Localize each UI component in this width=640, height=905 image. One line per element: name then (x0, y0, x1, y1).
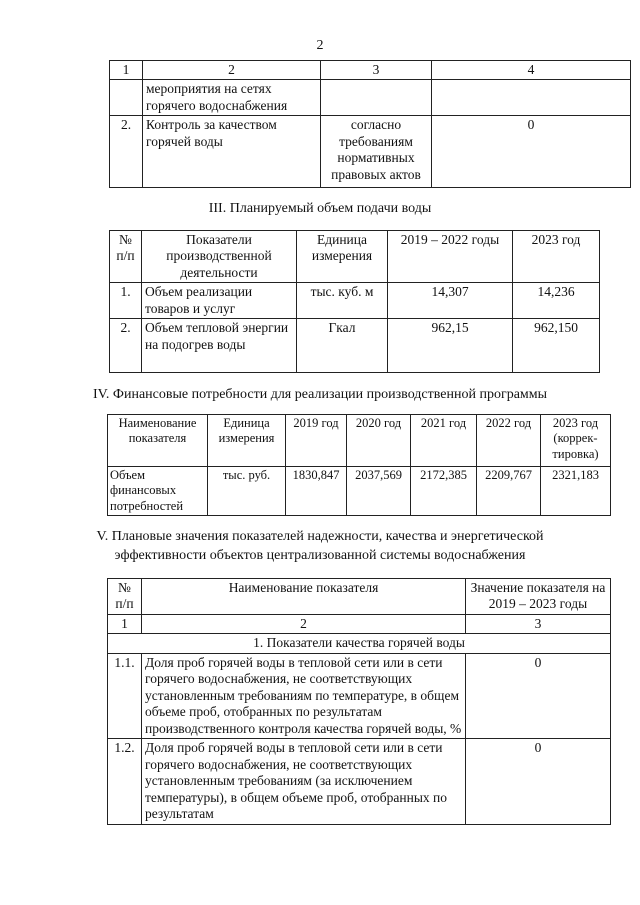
table-row (110, 80, 631, 116)
measure-name: Контроль за качеством горячей воды (143, 116, 321, 188)
value-2019: 1830,847 (286, 467, 347, 516)
column-number: 3 (321, 61, 432, 80)
measure-value: 0 (432, 116, 631, 188)
column-number: 2 (142, 615, 466, 634)
table-row (110, 283, 600, 319)
row-number: 1. (110, 283, 142, 319)
value-2023: 962,150 (513, 319, 600, 373)
section-5-title (0, 528, 640, 566)
unit: тыс. куб. м (297, 283, 388, 319)
header-number: № п/п (110, 231, 142, 283)
header-year: 2021 год (411, 415, 477, 467)
row-number (110, 80, 143, 116)
header-year: 2022 год (477, 415, 541, 467)
table-row (108, 653, 611, 738)
header-indicator: Наименование показателя (142, 579, 466, 615)
unit: тыс. руб. (208, 467, 286, 516)
column-number: 1 (110, 61, 143, 80)
water-supply-volume-table (109, 230, 600, 373)
measure-name: мероприятия на сетях горячего водоснабжения (143, 80, 321, 116)
planned-values-table (107, 578, 611, 825)
group-title: 1. Показатели качества горячей воды (108, 634, 611, 653)
value-2020: 2037,569 (347, 467, 411, 516)
measure-basis: согласно требованиям нормативных правовых актов (321, 116, 432, 188)
indicator-name: Объем реализации товаров и услуг (142, 283, 297, 319)
financial-needs-table (107, 414, 611, 516)
value-2022: 2209,767 (477, 467, 541, 516)
header-value: Значение показателя на 2019 – 2023 годы (466, 579, 611, 615)
table-row (108, 467, 611, 516)
page-number: 2 (316, 38, 324, 53)
value-2021: 2172,385 (411, 467, 477, 516)
header-year-adjusted: 2023 год (коррек-тировка) (541, 415, 611, 467)
table-row (108, 739, 611, 824)
table-header-row (110, 61, 631, 80)
row-number: 1.1. (108, 653, 142, 738)
header-year: 2019 год (286, 415, 347, 467)
header-unit: Единица измерения (297, 231, 388, 283)
section-3-title: III. Планируемый объем подачи воды (208, 201, 432, 216)
header-indicator: Наименование показателя (108, 415, 208, 467)
header-number: № п/п (108, 579, 142, 615)
indicator-value: 0 (466, 653, 611, 738)
header-indicator: Показатели производственной деятельности (142, 231, 297, 283)
header-year: 2023 год (513, 231, 600, 283)
value-2019-2022: 962,15 (388, 319, 513, 373)
indicator-value: 0 (466, 739, 611, 824)
table-row (110, 319, 600, 373)
table-row (110, 116, 631, 188)
header-year: 2020 год (347, 415, 411, 467)
section-5-title-line-2: эффективности объектов централизованной системы водоснабжения (114, 547, 526, 563)
column-number: 4 (432, 61, 631, 80)
value-2019-2022: 14,307 (388, 283, 513, 319)
table-header-row (110, 231, 600, 283)
column-numbers-row (108, 615, 611, 634)
value-2023: 14,236 (513, 283, 600, 319)
row-number: 2. (110, 116, 143, 188)
table-header-row (108, 579, 611, 615)
row-number: 2. (110, 319, 142, 373)
column-number: 2 (143, 61, 321, 80)
group-title-row (108, 634, 611, 653)
column-number: 1 (108, 615, 142, 634)
indicator-name: Объем финансовых потребностей (108, 467, 208, 516)
measures-table (109, 60, 631, 188)
section-5-title-line-1: V. Плановые значения показателей надежности, качества и энергетической (96, 529, 544, 544)
indicator-name: Объем тепловой энергии на подогрев воды (142, 319, 297, 373)
indicator-name: Доля проб горячей воды в тепловой сети или в сети горячего водоснабжения, не соответствующих установленным требованиям по температуре, в общем объеме проб, отобранных по результатам производственного контроля качества горячей воды, % (142, 653, 466, 738)
measure-value (432, 80, 631, 116)
indicator-name: Доля проб горячей воды в тепловой сети или в сети горячего водоснабжения, не соответствующих установленным требованиям (за исключением температуры), в общем объеме проб, отобранных по результатам (142, 739, 466, 824)
unit: Гкал (297, 319, 388, 373)
header-unit: Единица измерения (208, 415, 286, 467)
header-period: 2019 – 2022 годы (388, 231, 513, 283)
row-number: 1.2. (108, 739, 142, 824)
table-header-row (108, 415, 611, 467)
section-4-title: IV. Финансовые потребности для реализации производственной программы (92, 387, 548, 402)
value-2023: 2321,183 (541, 467, 611, 516)
measure-basis (321, 80, 432, 116)
column-number: 3 (466, 615, 611, 634)
